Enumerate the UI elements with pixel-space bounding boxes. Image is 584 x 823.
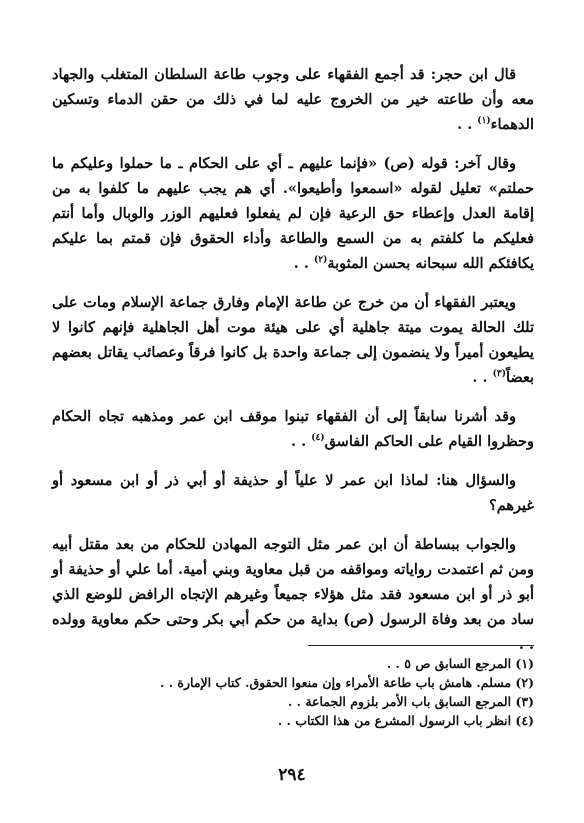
footnote-separator	[308, 645, 534, 646]
main-text	[52, 62, 534, 671]
paragraph-5: والسؤال هنا: لماذا ابن عمر لا علياً أو حذيفة أو أبي ذر أو ابن مسعود أو غيرهم؟	[52, 472, 534, 514]
paragraph-2: وقال آخر: قوله (ص) «فإنما عليهم ـ أي على الحكام ـ ما حملوا وعليكم ما حملتم» تعليل لقوله «اسمعوا وأطيعوا». أي هم يجب عليهم ما كلفوا به من إقامة العدل وإعطاء حق الرعية فإن لم يفعلوا فعليهم الوزر والوبال وأما أنتم فعليكم ما كلفتم به من السمع والطاعة وأداء الحقوق فإن قمتم بما عليكم يكافئكم الله سبحانه بحسن المثوبة$^{(٢)}$ . .	[52, 155, 534, 272]
footnote-1: (١) المرجع السابق ص ٥ . .	[386, 656, 534, 671]
paragraph-3: ويعتبر الفقهاء أن من خرج عن طاعة الإمام وفارق جماعة الإسلام ومات على تلك الحالة يموت ميتة جاهلية أي على هيئة موت أهل الجاهلية فإنهم كانوا لا يطيعون أميراً ولا ينضمون إلى جماعة واحدة بل كانوا فرقاً وعصائب يقاتل بعضهم بعضاً$^{(٣)}$ . .	[52, 294, 534, 386]
footnotes	[52, 654, 534, 730]
footnote-4: (٤) انظر باب الرسول المشرع من هذا الكتاب . .	[277, 713, 534, 728]
footnote-ref-4: (٤)	[311, 433, 325, 444]
footnote-ref-3: (٣)	[492, 369, 506, 380]
footnote-ref-2: (٢)	[314, 255, 328, 266]
paragraph-4: وقد أشرنا سابقاً إلى أن الفقهاء تبنوا موقف ابن عمر ومذهبه تجاه الحكام وحظروا القيام على الحاكم الفاسق$^{(٤)}$ . .	[52, 408, 534, 450]
footnote-2: (٢) مسلم. هامش باب طاعة الأمراء وإن منعوا الحقوق. كتاب الإمارة . .	[160, 675, 534, 690]
footnote-ref-1: (١)	[477, 116, 491, 127]
footnote-3: (٣) المرجع السابق باب الأمر بلزوم الجماعة . .	[287, 694, 534, 709]
paragraph-1: قال ابن حجر: قد أجمع الفقهاء على وجوب طاعة السلطان المتغلب والجهاد معه وأن طاعته خير من الخروج عليه لما في ذلك من حقن الدماء وتسكين الدهماء$^{(١)}$ . .	[52, 66, 534, 133]
page-number: ٢٩٤	[278, 765, 306, 785]
paragraph-6: والجواب ببساطة أن ابن عمر مثل التوجه المهادن للحكام من بعد مقتل أبيه ومن ثم اعتمدت رواياته ومواقفه من قبل معاوية وبني أمية. أما علي أو حذيفة أو أبو ذر أو ابن مسعود فقد مثل هؤلاء جميعاً وغيرهم الإتجاه الرافض للوضع الذي ساد من بعد وفاة الرسول (ص) بداية من حكم أبي بكر وحتى حكم معاوية وولده . .	[52, 536, 534, 653]
